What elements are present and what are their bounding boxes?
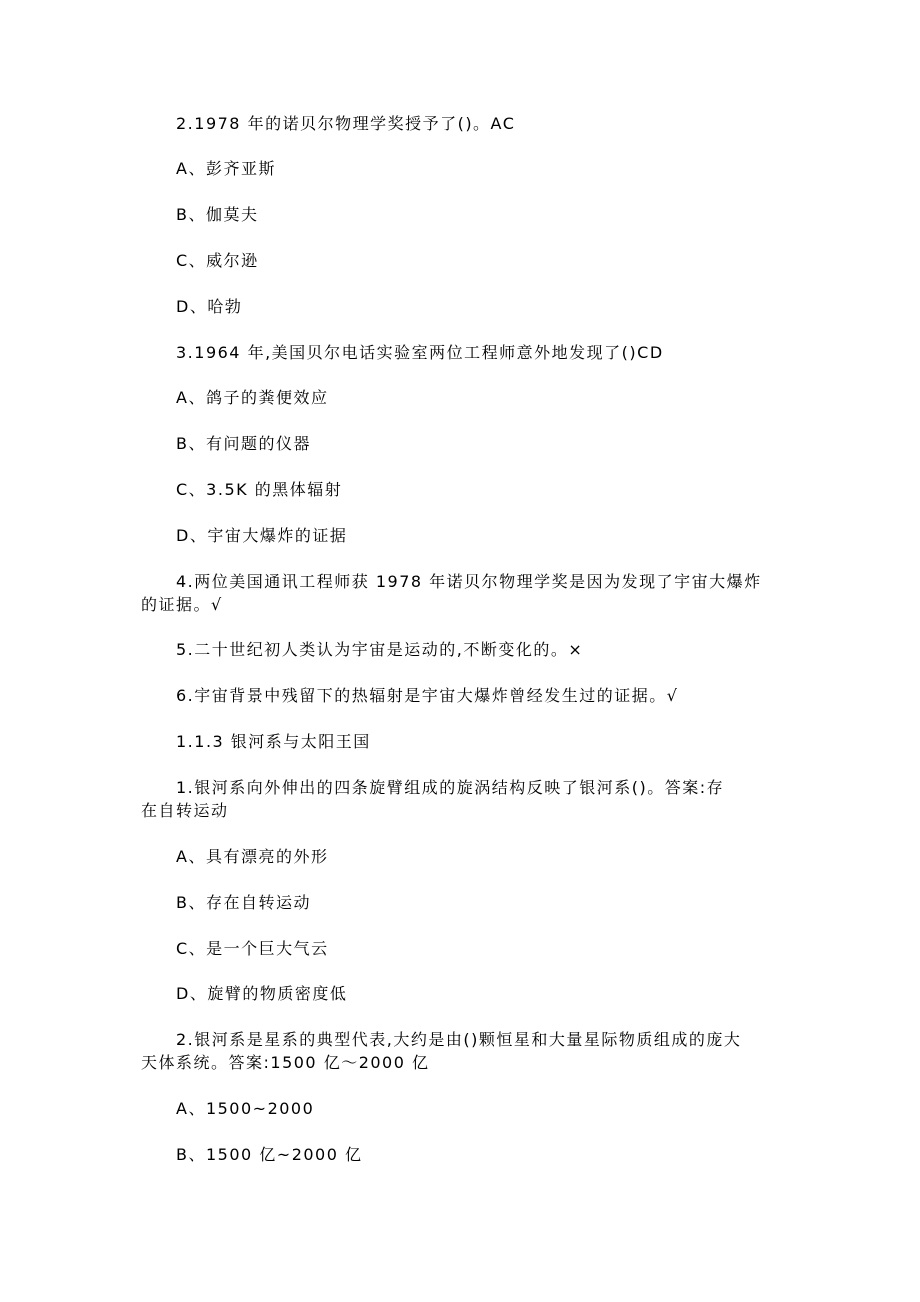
question-2-line-1: 2.银河系是星系的典型代表,大约是由()颗恒星和大量星际物质组成的庞大 <box>176 1030 742 1049</box>
section-heading: 1.1.3 银河系与太阳王国 <box>176 732 371 751</box>
option-c: C、威尔逊 <box>176 251 259 270</box>
question-3-stem: 3.1964 年,美国贝尔电话实验室两位工程师意外地发现了()CD <box>176 343 664 362</box>
option-a: A、彭齐亚斯 <box>176 159 276 178</box>
option-d: D、旋臂的物质密度低 <box>176 984 348 1003</box>
option-b: B、有问题的仪器 <box>176 434 311 453</box>
option-d: D、宇宙大爆炸的证据 <box>176 526 348 545</box>
option-a: A、鸽子的粪便效应 <box>176 388 329 407</box>
question-5: 5.二十世纪初人类认为宇宙是运动的,不断变化的。× <box>176 640 584 659</box>
option-d: D、哈勃 <box>176 297 243 316</box>
question-1-line-2: 在自转运动 <box>141 801 229 820</box>
option-b: B、存在自转运动 <box>176 893 311 912</box>
option-c: C、3.5K 的黑体辐射 <box>176 480 343 499</box>
question-2-line-2: 天体系统。答案:1500 亿～2000 亿 <box>141 1053 430 1072</box>
question-2-stem: 2.1978 年的诺贝尔物理学奖授予了()。AC <box>176 114 516 133</box>
option-a: A、1500~2000 <box>176 1099 315 1118</box>
option-c: C、是一个巨大气云 <box>176 939 329 958</box>
question-6: 6.宇宙背景中残留下的热辐射是宇宙大爆炸曾经发生过的证据。√ <box>176 686 679 705</box>
question-4-line-1: 4.两位美国通讯工程师获 1978 年诺贝尔物理学奖是因为发现了宇宙大爆炸 <box>176 572 762 591</box>
option-a: A、具有漂亮的外形 <box>176 847 329 866</box>
question-1-line-1: 1.银河系向外伸出的四条旋臂组成的旋涡结构反映了银河系()。答案:存 <box>176 778 725 797</box>
question-4-line-2: 的证据。√ <box>141 595 223 614</box>
option-b: B、伽莫夫 <box>176 205 259 224</box>
option-b: B、1500 亿~2000 亿 <box>176 1145 363 1164</box>
